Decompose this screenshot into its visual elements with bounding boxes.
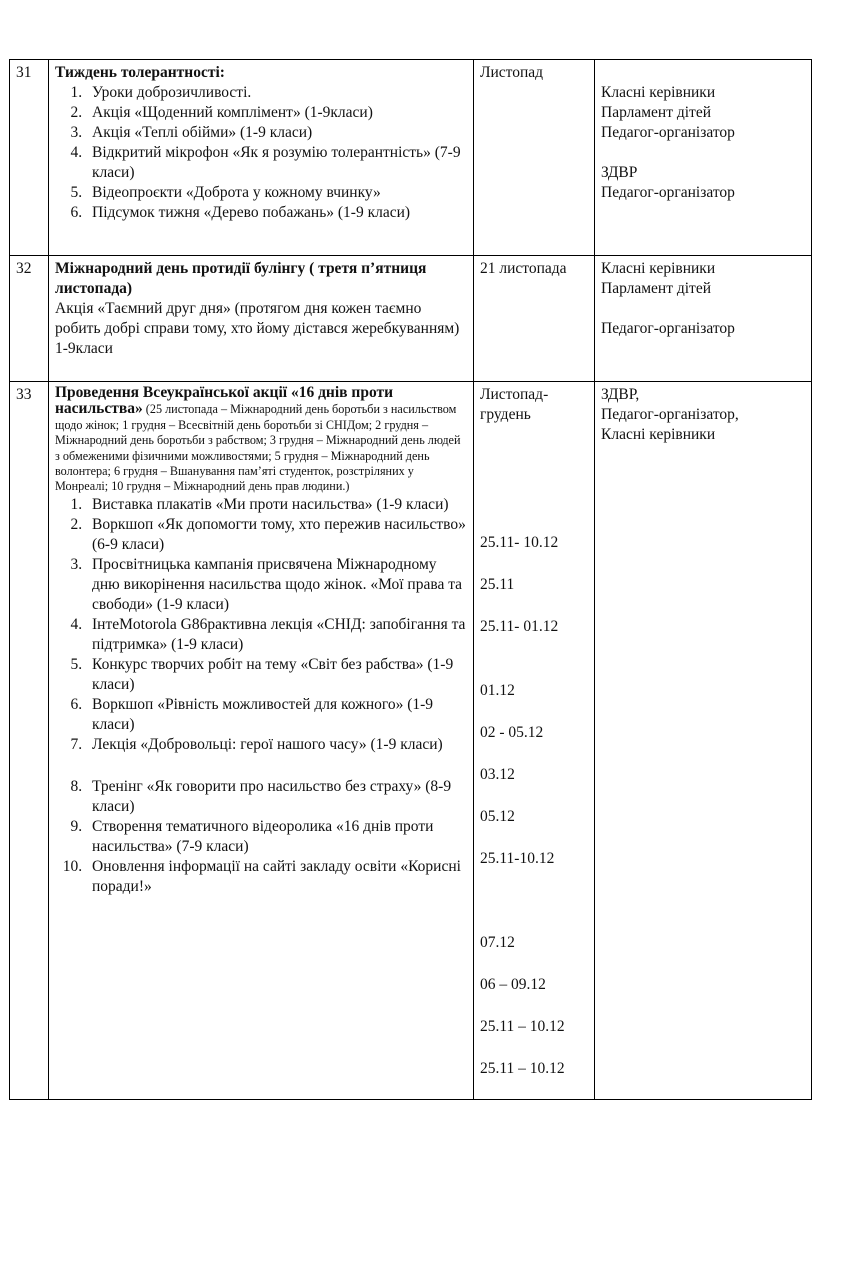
date-text: 03.12 [480,766,515,783]
activity-list [55,83,467,223]
date-text: 06 – 09.12 [480,976,546,993]
responsible-cell [595,382,812,1100]
list-item: 4. ІнтеMotorola G86рактивна лекція «СНІД: запобігання та підтримка» (1-9 класи) [86,615,467,655]
row-number: 31 [10,60,49,256]
responsible-cell [595,60,812,256]
list-item: 2. Воркшоп «Як допомогти тому, хто пережив насильство» (6-9 класи) [86,515,467,555]
responsible-line: Парламент дітей [601,280,712,297]
responsible-line: ЗДВР, [601,386,640,403]
list-item: 4. Відкритий мікрофон «Як я розумію толерантність» (7-9 класи) [86,143,467,183]
date-text: Листопад [480,64,544,81]
activity-cell [49,382,474,1100]
plan-table [9,59,812,1100]
list-item: 5. Відеопроєкти «Доброта у кожному вчинку» [86,183,467,203]
activity-note: (25 листопада – Міжнародний день боротьби з насильством щодо жінок; 1 грудня – Всесвітній день боротьби зі СНІДом; 2 грудня – Міжнародний день боротьби з рабством; 3 грудня – Міжнародний день людей з обмеженими фізичними можливостями; 5 грудня – Міжнародний день волонтера; 6 грудня – Вшанування пам’яті студенток, розстріляних у Монреалі; 10 грудня – Міжнародний день прав людини.) [55,402,461,494]
list-item: 3. Просвітницька кампанія присвячена Міжнародному дню викорінення насильства щодо жінок. «Мої права та свободи» (1-9 класи) [86,555,467,615]
responsible-spacer [601,143,805,163]
list-item: 6. Воркшоп «Рівність можливостей для кожного» (1-9 класи) [86,695,467,735]
date-text: Листопад- [480,386,549,403]
activity-text: Акція «Таємний друг дня» (протягом дня кожен таємно робить добрі справи тому, хто йому дістався жеребкуванням) 1-9класи [55,300,460,357]
list-item: 9. Створення тематичного відеоролика «16 днів проти насильства» (7-9 класи) [86,817,467,857]
activity-title: Проведення Всеукраїнської акції «16 днів проти насильства» [55,384,394,418]
responsible-line: Парламент дітей [601,104,712,121]
table-row [10,256,812,382]
date-text: 25.11 [480,576,515,593]
activity-title: Міжнародний день протидії булінгу ( третя п’ятниця листопада) [55,260,427,297]
date-text: 21 листопада [480,260,567,277]
list-item: 2. Акція «Щоденний комплімент» (1-9класи) [86,103,467,123]
date-text: 25.11 – 10.12 [480,1018,565,1035]
date-text: грудень [480,406,531,423]
row-number: 32 [10,256,49,382]
responsible-line: Класні керівники [601,84,716,101]
date-text: 02 - 05.12 [480,724,544,741]
list-item: 7. Лекція «Добровольці: герої нашого часу» (1-9 класи) [86,735,467,755]
row-number: 33 [10,382,49,1100]
list-item: 5. Конкурс творчих робіт на тему «Світ без рабства» (1-9 класи) [86,655,467,695]
date-text: 25.11 – 10.12 [480,1060,565,1077]
responsible-line: Педагог-організатор, [601,406,739,423]
responsible-cell [595,256,812,382]
activity-title: Тиждень толерантності: [55,64,225,81]
responsible-line: Класні керівники [601,260,716,277]
activity-intro [55,385,467,495]
date-cell [474,60,595,256]
list-item: 10. Оновлення інформації на сайті закладу освіти «Корисні поради!» [86,857,467,897]
responsible-spacer [601,299,805,319]
date-cell [474,382,595,1100]
list-item: 1. Виставка плакатів «Ми проти насильства» (1-9 класи) [86,495,467,515]
list-item: 8. Тренінг «Як говорити про насильство без страху» (8-9 класи) [86,777,467,817]
date-text: 01.12 [480,682,515,699]
list-item: 6. Підсумок тижня «Дерево побажань» (1-9 класи) [86,203,467,223]
table-row [10,60,812,256]
date-text: 25.11- 01.12 [480,618,559,635]
responsible-line: Педагог-організатор [601,184,735,201]
activity-list [55,495,467,897]
date-text: 25.11-10.12 [480,850,555,867]
list-item: 3. Акція «Теплі обійми» (1-9 класи) [86,123,467,143]
table-row [10,382,812,1100]
responsible-line: Класні керівники [601,426,716,443]
date-text: 07.12 [480,934,515,951]
responsible-line: Педагог-організатор [601,124,735,141]
date-cell [474,256,595,382]
list-item: 1. Уроки доброзичливості. [86,83,467,103]
activity-cell [49,256,474,382]
activity-cell [49,60,474,256]
responsible-line: ЗДВР [601,164,638,181]
responsible-line: Педагог-організатор [601,320,735,337]
date-text: 25.11- 10.12 [480,534,559,551]
date-text: 05.12 [480,808,515,825]
